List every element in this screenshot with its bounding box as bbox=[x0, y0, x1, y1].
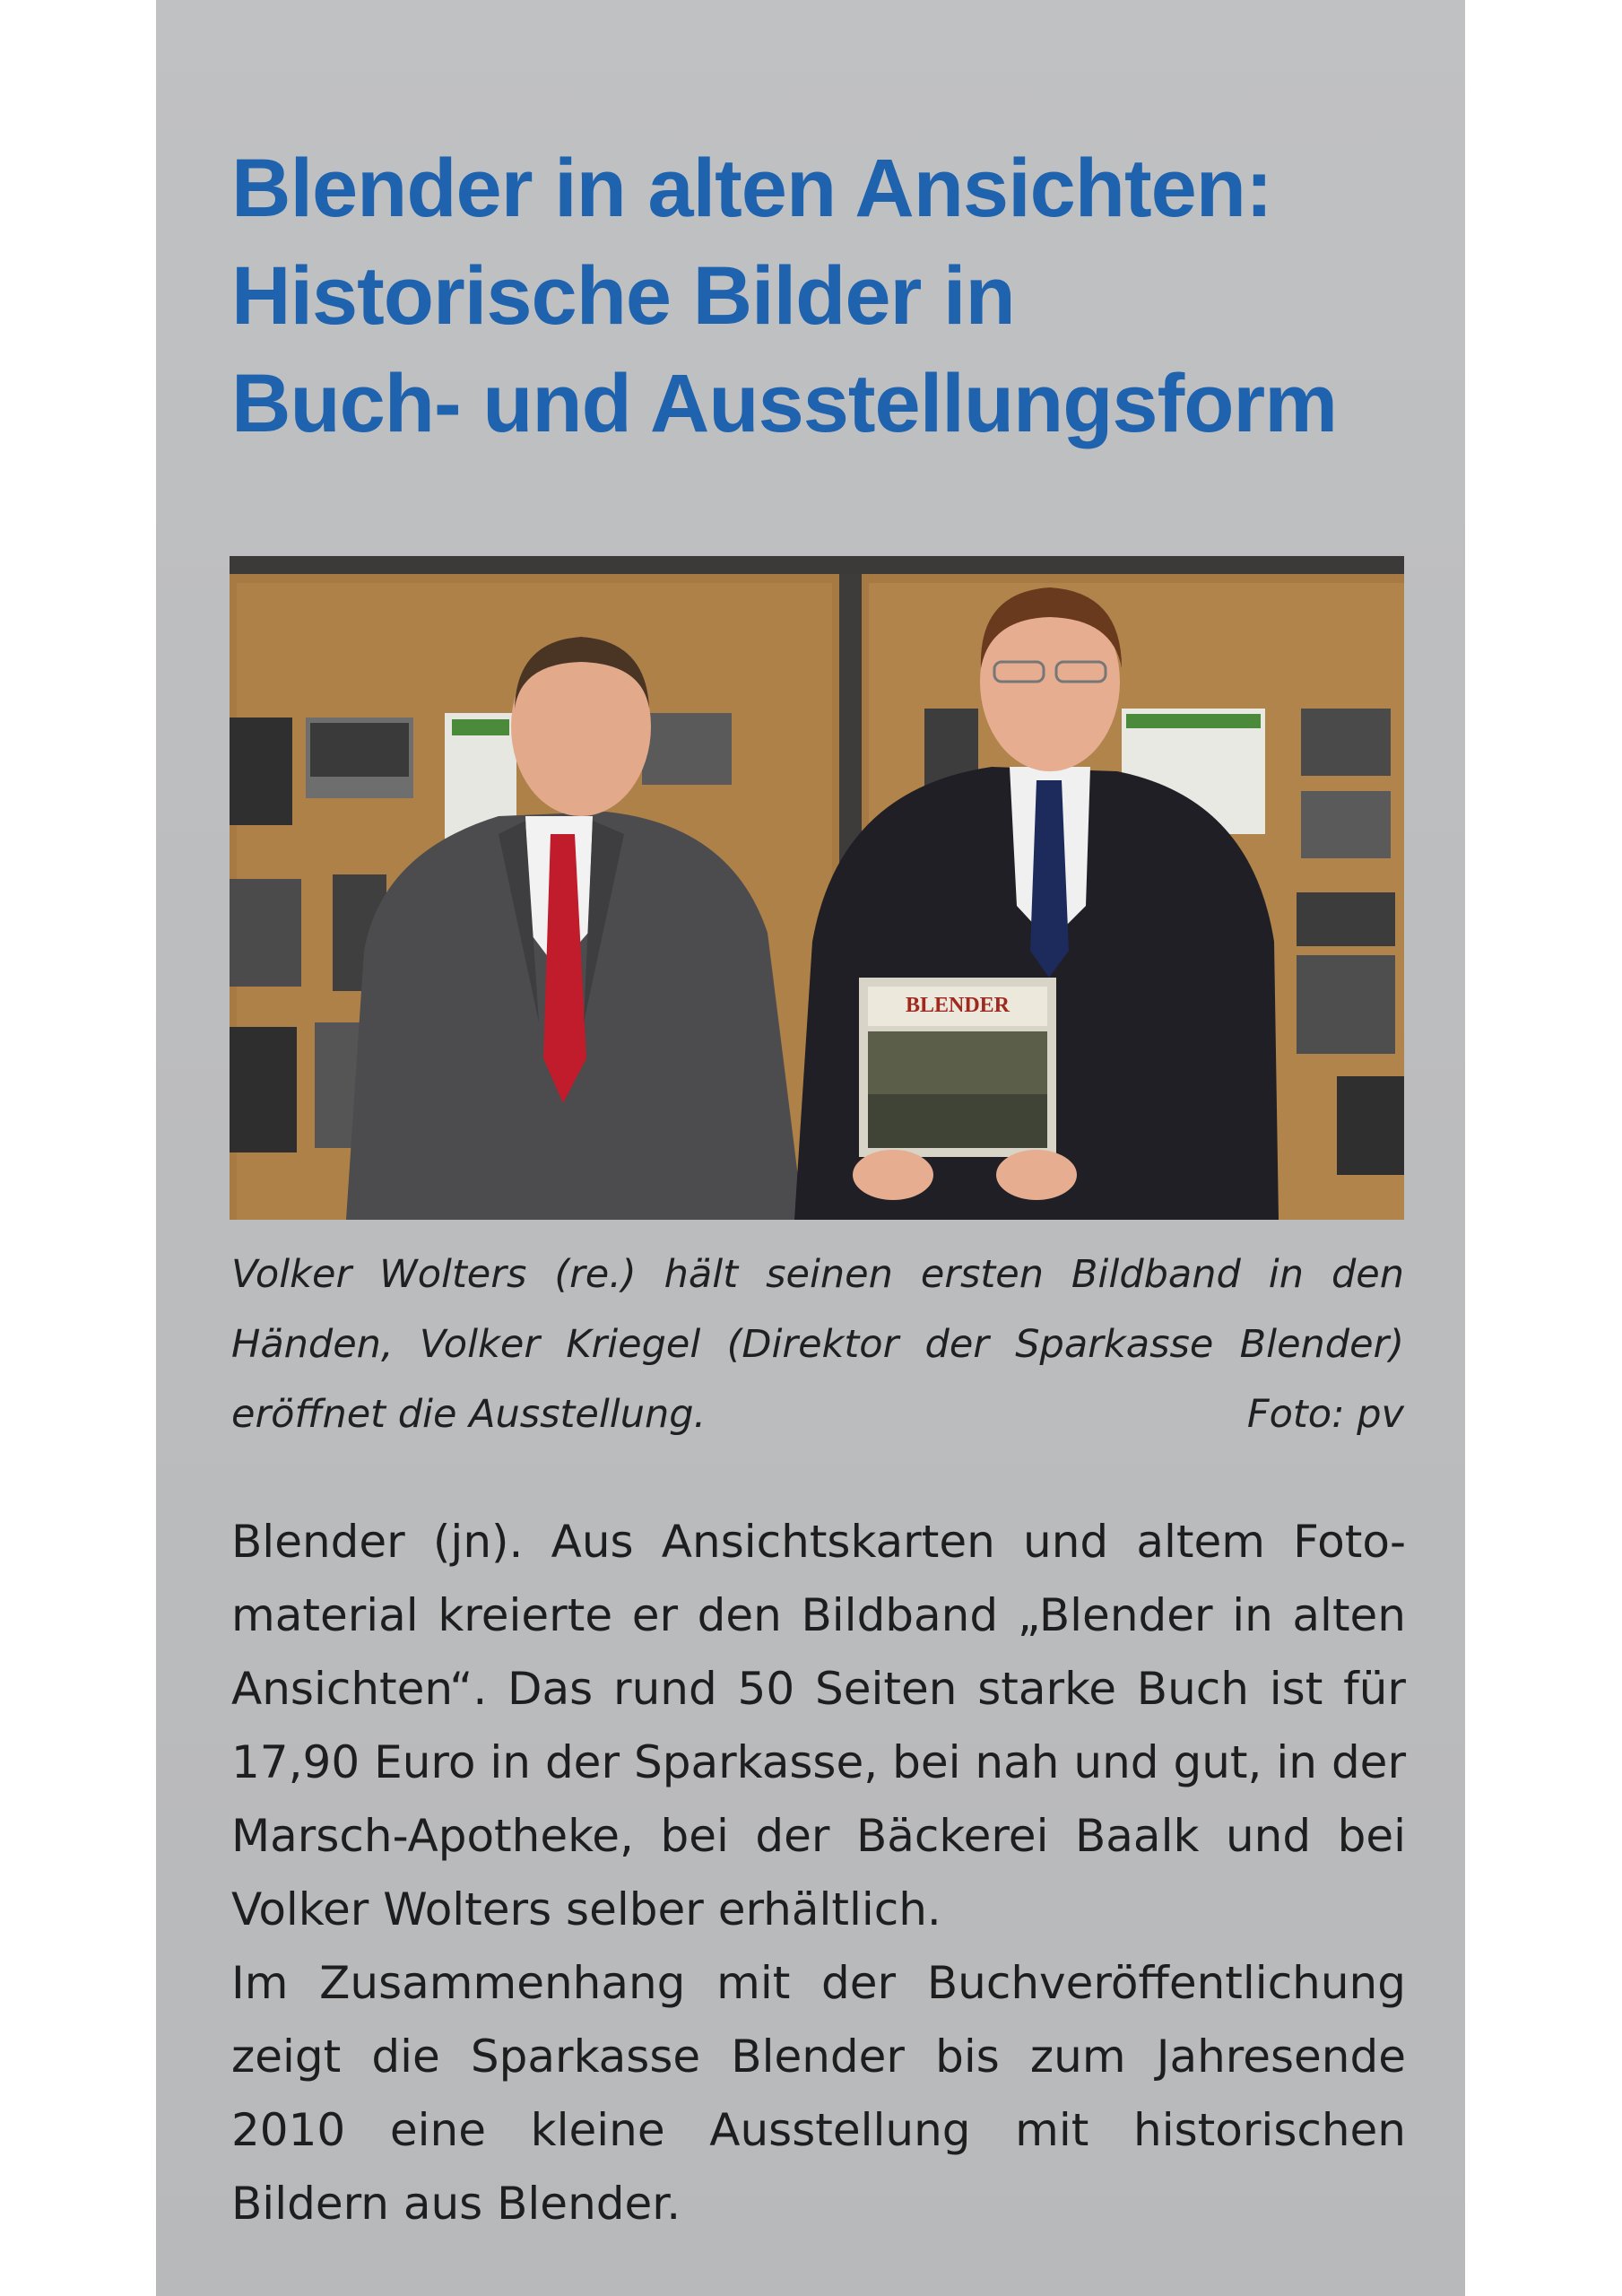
headline bbox=[231, 135, 1415, 457]
headline-line-2: Historische Bilder in bbox=[231, 250, 1015, 342]
photo-credit: Foto: pv bbox=[1246, 1392, 1404, 1437]
caption-text: Volker Wolters (re.) hält seinen ersten Bildband in den Händen, Volker Kriegel (Direktor der Sparkasse Blender) eröffnet die Ausstellung. bbox=[231, 1252, 1404, 1437]
photo-caption bbox=[231, 1239, 1404, 1449]
article-photo bbox=[230, 556, 1404, 1220]
article-body bbox=[231, 1505, 1406, 2240]
body-paragraph-2: Im Zusammenhang mit der Buchveröffentlichung zeigt die Sparkasse Blender bis zum Jahresende 2010 eine kleine Ausstellung mit historischen Bildern aus Blender. bbox=[231, 1957, 1406, 2230]
newspaper-clipping bbox=[156, 0, 1465, 2296]
body-paragraph-1: Blender (jn). Aus Ansichtskarten und altem Fotomaterial kreierte er den Bildband „Blender in alten Ansichten“. Das rund 50 Seiten starke Buch ist für 17,90 Euro in der Sparkasse, bei nah und gut, in der Marsch-Apotheke, bei der Bäckerei Baalk und bei Volker Wolters selber erhältlich. bbox=[231, 1516, 1406, 1935]
headline-line-1: Blender in alten Ansichten: bbox=[231, 143, 1272, 234]
headline-line-3: Buch- und Ausstellungsform bbox=[231, 358, 1338, 449]
book-title: BLENDER bbox=[905, 994, 1010, 1017]
photo-illustration bbox=[230, 556, 1404, 1220]
